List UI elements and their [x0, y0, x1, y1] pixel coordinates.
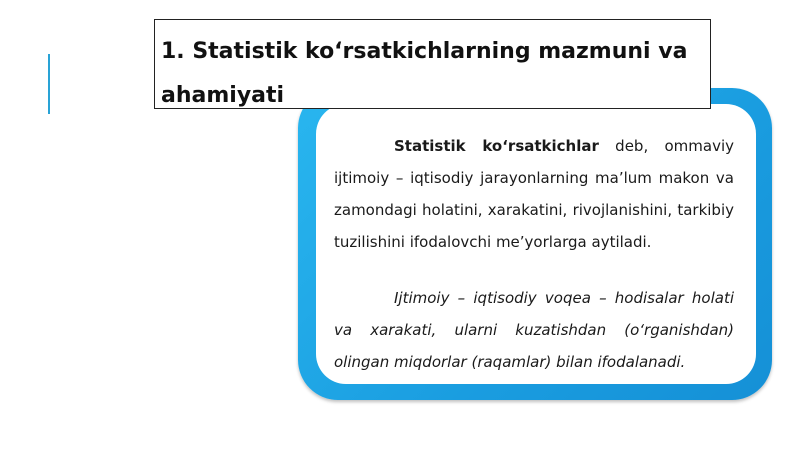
slide-title: 1. Statistik ko‘rsatkichlarning mazmuni va ahamiyati: [161, 39, 688, 108]
definition-text: deb, ommaviy ijtimoiy – iqtisodiy jarayonlarning ma’lum makon va zamondagi holatini, xarakatini, rivojlanishini, tarkibiy tuzilishini ifodalovchi me’yorlarga aytiladi.: [334, 137, 735, 251]
note-paragraph: Ijtimoiy – iqtisodiy voqea – hodisalar holati va xarakati, ularni kuzatishdan (o‘rganishdan) olingan miqdorlar (raqamlar) bilan ifodalanadi.: [334, 289, 734, 371]
content-text: [334, 130, 734, 378]
definition-paragraph: [334, 130, 734, 258]
accent-bar: [48, 54, 50, 114]
definition-term: Statistik ko‘rsatkichlar: [394, 137, 599, 155]
title-box: [154, 19, 711, 109]
